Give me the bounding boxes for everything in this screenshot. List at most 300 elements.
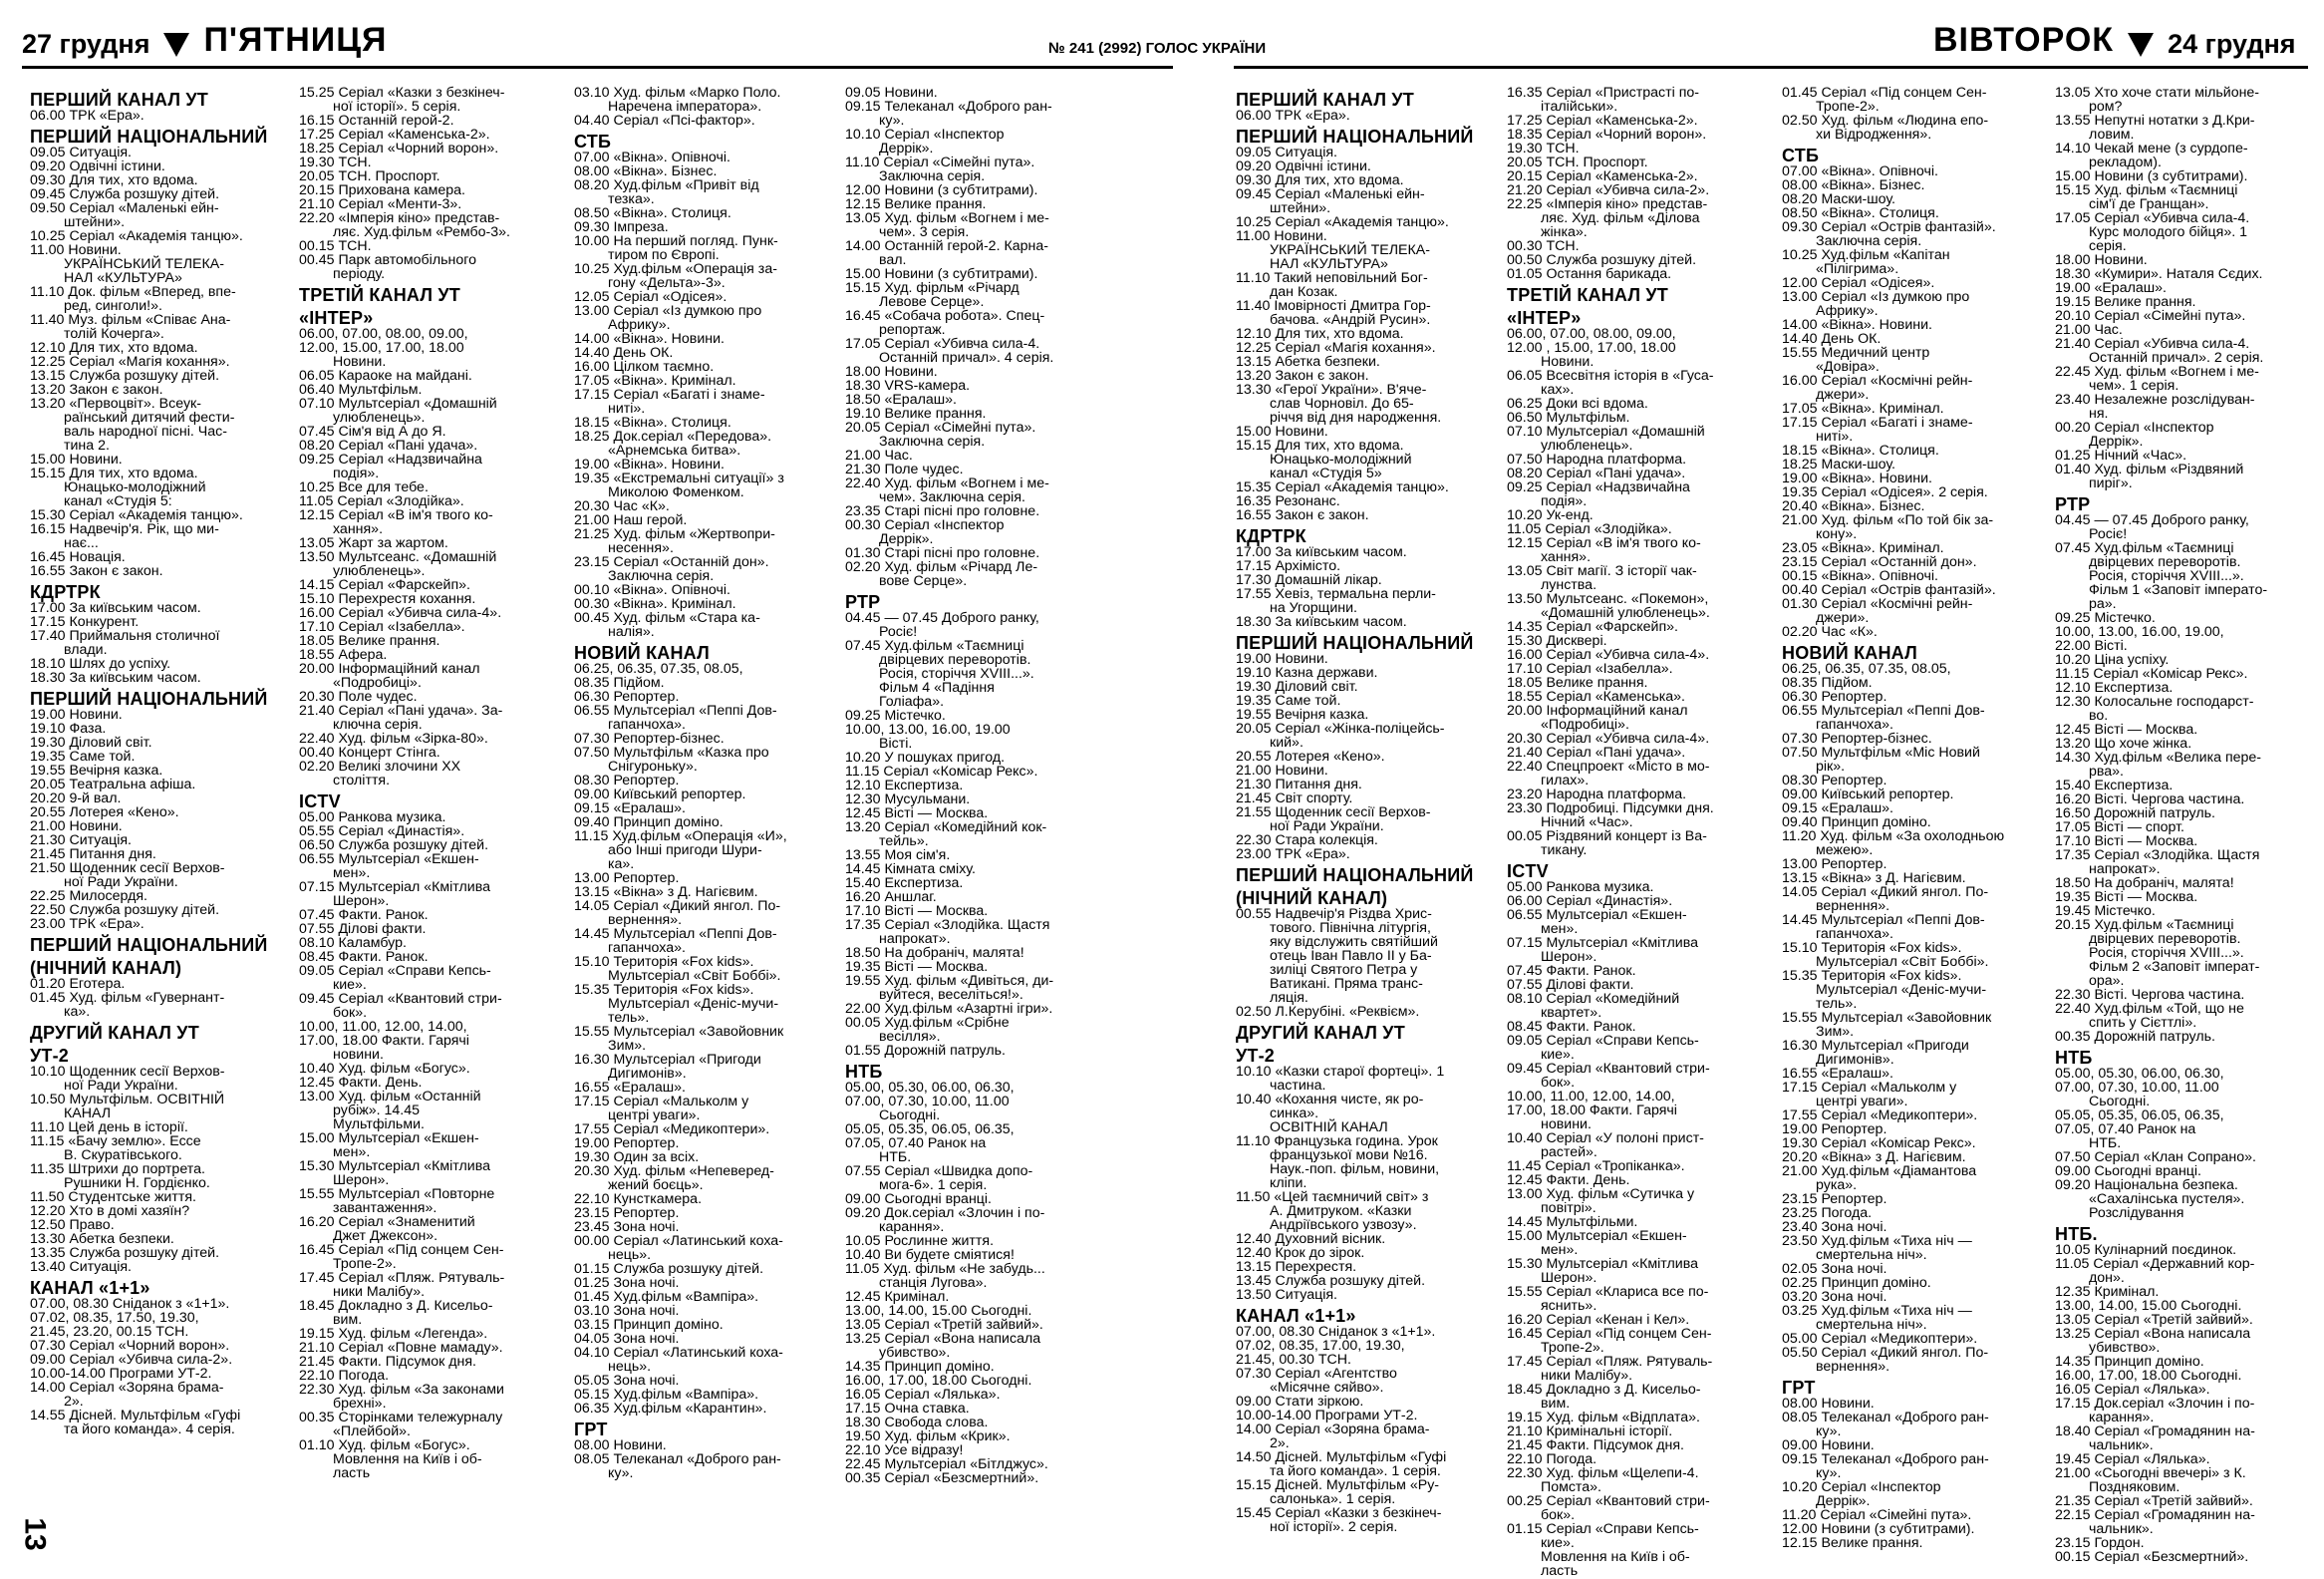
program-line-cont: станція Лугова». bbox=[879, 1275, 988, 1291]
program-line-cont: вове Серце». bbox=[879, 573, 968, 589]
program-line-cont: сім'ї де Гранщан». bbox=[2089, 196, 2209, 212]
program-line-cont: вим. bbox=[1541, 1396, 1571, 1412]
program-line: 18.55 Серіал «Каменська». bbox=[1507, 689, 1685, 705]
program-line: 00.40 Концерт Стінга. bbox=[299, 745, 440, 761]
program-line: 11.10 Серіал «Сімейні пута». bbox=[845, 155, 1035, 170]
page-number: 13 bbox=[18, 1517, 52, 1551]
program-line: 13.05 Жарт за жартом. bbox=[299, 535, 448, 551]
program-line: 02.05 Зона ночі. bbox=[1782, 1261, 1888, 1277]
program-line-cont: Снігуроньку». bbox=[608, 759, 698, 775]
program-line-cont: двірцевих переворотів. bbox=[2089, 554, 2241, 570]
program-line: 22.20 «Імперія кіно» представ- bbox=[299, 210, 500, 226]
program-line: 17.40 Приймальня столичної bbox=[30, 628, 220, 644]
program-line: 18.40 Серіал «Громадянин на- bbox=[2055, 1423, 2255, 1439]
program-line: 09.00 Новини. bbox=[1782, 1437, 1875, 1453]
program-line: 17.35 Серіал «Злодійка. Щастя bbox=[845, 917, 1050, 933]
program-line: 15.55 Мультсеріал «Завойовник bbox=[574, 1024, 784, 1040]
channel-heading: ПЕРШИЙ КАНАЛ УТ bbox=[30, 90, 208, 110]
program-line-cont: подія». bbox=[1541, 493, 1588, 509]
program-line: 00.05 Різдвяний концерт із Ва- bbox=[1507, 828, 1707, 844]
program-line-cont: ка». bbox=[64, 1004, 91, 1020]
program-line: 17.05 «Вікна». Кримінал. bbox=[1782, 401, 1944, 417]
program-line: 09.50 Серіал «Маленькі ейн- bbox=[30, 200, 219, 216]
program-line-cont: убивство». bbox=[2089, 1340, 2161, 1356]
program-line: 05.05 Зона ночі. bbox=[574, 1373, 680, 1389]
program-line: 12.50 Право. bbox=[30, 1217, 115, 1233]
program-line: 18.00 Новини. bbox=[845, 364, 938, 380]
program-line: 12.45 Вісті — Москва. bbox=[845, 805, 989, 821]
program-line: 11.20 Худ. фільм «За охолодньою bbox=[1782, 828, 2005, 844]
program-line: 18.15 «Вікна». Столиця. bbox=[1782, 443, 1939, 459]
program-line: 06.00 Серіал «Династія». bbox=[1507, 893, 1673, 909]
program-line: 16.55 «Ералаш». bbox=[1782, 1066, 1893, 1082]
program-line-cont: УКРАЇНСЬКИЙ ТЕЛЕКА- bbox=[64, 256, 224, 272]
program-line-cont: Тропе-2». bbox=[1541, 1340, 1604, 1356]
program-line: 21.00 Новини. bbox=[30, 818, 123, 834]
program-line: 07.02, 08.35, 17.50, 19.30, bbox=[30, 1310, 199, 1326]
program-line-cont: століття. bbox=[333, 773, 391, 789]
program-line-cont: Наук.-поп. фільм, новини, bbox=[1270, 1161, 1440, 1177]
program-line: 18.30 Свобода слова. bbox=[845, 1415, 989, 1430]
program-line: 07.00, 08.30 Сніданок з «1+1». bbox=[30, 1296, 230, 1312]
program-line-cont: подія». bbox=[333, 466, 380, 481]
program-line: 07.05, 07.40 Ранок на bbox=[845, 1135, 987, 1151]
program-line: 17.00, 18.00 Факти. Гарячі bbox=[299, 1033, 469, 1049]
program-line: 09.05 Серіал «Справи Кепсь- bbox=[299, 963, 491, 979]
program-line: 21.45 Питання дня. bbox=[30, 846, 156, 862]
program-line: 12.40 Духовний вісник. bbox=[1236, 1231, 1386, 1247]
program-line: 16.45 «Собача робота». Спец- bbox=[845, 308, 1045, 324]
program-line: 15.45 Серіал «Казки з безкінеч- bbox=[1236, 1505, 1442, 1521]
program-line: 16.45 Серіал «Під сонцем Сен- bbox=[1507, 1326, 1712, 1342]
program-line-cont: нець». bbox=[608, 1359, 652, 1375]
program-line: 08.00 Новини. bbox=[1782, 1396, 1875, 1412]
program-line: 11.50 «Цей таємничий світ» з bbox=[1236, 1189, 1429, 1205]
program-line: 23.25 Погода. bbox=[1782, 1205, 1873, 1221]
program-line: 00.30 Серіал «Інспектор bbox=[845, 517, 1005, 533]
tv-column bbox=[2055, 85, 2316, 1565]
program-line: 05.00 Ранкова музика. bbox=[1507, 879, 1654, 895]
program-line-cont: вернення». bbox=[1816, 1359, 1890, 1375]
program-line: 15.15 Худ. фірльм «Річард bbox=[845, 280, 1019, 296]
program-line: 08.20 Серіал «Пані удача». bbox=[299, 438, 478, 454]
program-line: 16.05 Серіал «Лялька». bbox=[845, 1387, 1001, 1403]
program-line: 11.40 Імовірності Дмитра Гор- bbox=[1236, 298, 1431, 314]
program-line-cont: Останній причал». 4 серія. bbox=[879, 350, 1054, 366]
program-line: 06.00, 07.00, 08.00, 09.00, bbox=[1507, 326, 1676, 342]
program-line-cont: ловим. bbox=[2089, 127, 2135, 143]
program-line: 08.10 Серіал «Комедійний bbox=[1507, 991, 1680, 1007]
channel-heading: ПЕРШИЙ НАЦІОНАЛЬНИЙ bbox=[30, 127, 268, 147]
program-line: 15.55 Мультсеріал «Завойовник bbox=[1782, 1010, 1992, 1026]
program-line-cont: 2». bbox=[1270, 1435, 1290, 1451]
program-line-cont: Мультсеріал «Світ Боббі». bbox=[608, 968, 781, 984]
program-line-cont: бок». bbox=[333, 1005, 368, 1021]
program-line: 11.10 Цей день в історії. bbox=[30, 1119, 188, 1135]
tv-column bbox=[299, 86, 568, 1561]
program-line: 11.15 Серіал «Комісар Рекс». bbox=[845, 764, 1038, 780]
program-line: 12.30 Мусульмани. bbox=[845, 791, 971, 807]
program-line-cont: річчя від дня народження. bbox=[1270, 410, 1442, 426]
program-line: 16.00 Серіал «Космічні рейн- bbox=[1782, 373, 1973, 389]
program-line: 15.15 Худ. фільм «Таємниці bbox=[2055, 182, 2238, 198]
channel-heading: КДРТРК bbox=[30, 582, 101, 602]
program-line-cont: улюбленець». bbox=[333, 563, 426, 579]
program-line-cont: чальник». bbox=[2089, 1521, 2154, 1537]
channel-heading: ПЕРШИЙ НАЦІОНАЛЬНИЙ bbox=[1236, 127, 1474, 147]
program-line-cont: Юнацько-молодіжний bbox=[1270, 452, 1412, 468]
channel-heading: ICTV bbox=[1507, 861, 1549, 881]
program-line: 13.15 Служба розшуку дітей. bbox=[30, 368, 220, 384]
program-line-cont: тезка». bbox=[608, 191, 655, 207]
program-line: 16.35 Резонанс. bbox=[1236, 493, 1340, 509]
program-line-cont: ласть bbox=[333, 1465, 371, 1481]
program-line-cont: во. bbox=[2089, 708, 2109, 724]
program-line: 13.15 Перехрестя. bbox=[1236, 1259, 1357, 1275]
program-line: 19.35 Саме той. bbox=[1236, 693, 1341, 709]
program-line-cont: гапанчоха». bbox=[1816, 717, 1893, 733]
program-line: 00.30 ТСН. bbox=[1507, 238, 1580, 254]
program-line: 17.05 Серіал «Убивча сила-4. bbox=[2055, 210, 2250, 226]
program-line: 21.20 Серіал «Убивча сила-2». bbox=[1507, 182, 1710, 198]
program-line: 17.45 Серіал «Пляж. Рятуваль- bbox=[1507, 1354, 1713, 1370]
program-line: 17.15 Серіал «Мальколм у bbox=[1782, 1080, 1957, 1096]
program-line: 11.45 Серіал «Тропіканка». bbox=[1507, 1158, 1685, 1174]
program-line: 15.00 Мультсеріал «Екшен- bbox=[299, 1130, 479, 1146]
program-line: 23.15 Гордон. bbox=[2055, 1535, 2145, 1551]
program-line-cont: «Арнемська битва». bbox=[608, 443, 741, 459]
program-line: 10.10 «Казки старої фортеці». 1 bbox=[1236, 1064, 1445, 1080]
program-line: 20.40 «Вікна». Бізнес. bbox=[1782, 498, 1925, 514]
program-line: 16.30 Мультсеріал «Пригоди bbox=[574, 1052, 761, 1068]
program-line: 20.05 Серіал «Жінка-поліцейсь- bbox=[1236, 721, 1445, 737]
program-line: 00.00 Серіал «Латинський коха- bbox=[574, 1233, 783, 1249]
program-line-cont: Зим». bbox=[1816, 1024, 1855, 1040]
program-line: 17.55 Серіал «Медикоптери». bbox=[574, 1121, 770, 1137]
program-line: 14.00 Серіал «Зоряна брама- bbox=[1236, 1421, 1430, 1437]
program-line: 00.50 Служба розшуку дітей. bbox=[1507, 252, 1697, 268]
program-line-cont: Шерон». bbox=[333, 1172, 390, 1188]
program-line: 10.25 Худ.фільм «Капітан bbox=[1782, 247, 1950, 263]
program-line: 09.05 Новини. bbox=[845, 85, 938, 101]
program-line-cont: хання». bbox=[1541, 549, 1592, 565]
program-line: 18.45 Докладно з Д. Кисельо- bbox=[299, 1298, 493, 1314]
program-line: 22.30 Стара колекція. bbox=[1236, 832, 1378, 848]
program-line: 18.25 Маски-шоу. bbox=[1782, 457, 1895, 473]
channel-heading: СТБ bbox=[1782, 146, 1820, 165]
channel-heading: СТБ bbox=[574, 132, 612, 152]
program-line-cont: репортаж. bbox=[879, 322, 946, 338]
program-line: 06.55 Мультсеріал «Екшен- bbox=[299, 851, 479, 867]
program-line: 19.15 Велике прання. bbox=[2055, 294, 2196, 310]
header-rule-left bbox=[22, 66, 1173, 69]
program-line: 17.15 Док.серіал «Злочин і по- bbox=[2055, 1396, 2255, 1412]
program-line: 17.05 Вісті — спорт. bbox=[2055, 819, 2184, 835]
program-line: 04.45 — 07.45 Доброго ранку, bbox=[2055, 512, 2249, 528]
program-line-cont: Дигимонів». bbox=[1816, 1052, 1894, 1068]
program-line-cont: «Пілігрима». bbox=[1816, 261, 1899, 277]
program-line-cont: Шерон». bbox=[1541, 1270, 1598, 1286]
program-line: 09.30 Для тих, хто вдома. bbox=[30, 172, 198, 188]
program-line: 07.45 Факти. Ранок. bbox=[1507, 963, 1636, 979]
program-line: 13.15 «Вікна» з Д. Нагієвим. bbox=[1782, 870, 1966, 886]
program-line: 13.15 «Вікна» з Д. Нагієвим. bbox=[574, 884, 758, 900]
channel-heading: (НІЧНИЙ КАНАЛ) bbox=[30, 958, 182, 978]
channel-heading: «ІНТЕР» bbox=[299, 308, 374, 328]
program-line-cont: тель». bbox=[608, 1010, 650, 1026]
program-line: 03.15 Принцип доміно. bbox=[574, 1317, 724, 1333]
program-line: 09.15 «Ералаш». bbox=[1782, 800, 1893, 816]
program-line: 16.55 Закон є закон. bbox=[1236, 507, 1369, 523]
program-line: 12.10 Для тих, хто вдома. bbox=[1236, 326, 1404, 342]
program-line: 07.55 Ділові факти. bbox=[299, 921, 427, 937]
program-line: 22.10 Усе відразу! bbox=[845, 1442, 964, 1458]
program-line-cont: зиліці Святого Петра у bbox=[1270, 962, 1418, 978]
program-line: 09.00 Київський репортер. bbox=[1782, 787, 1954, 802]
program-line: 12.00 Новини (з субтитрами). bbox=[1782, 1521, 1975, 1537]
program-line-cont: Заключна серія. bbox=[1816, 233, 1922, 249]
program-line: 20.05 Серіал «Сімейні пута». bbox=[845, 420, 1036, 436]
program-line: 01.25 Зона ночі. bbox=[574, 1275, 680, 1291]
program-line: 07.50 Серіал «Клан Сопрано». bbox=[2055, 1149, 2256, 1165]
program-line: 00.55 Надвечір'я Різдва Хрис- bbox=[1236, 906, 1432, 922]
program-line: 20.30 Серіал «Убивча сила-4». bbox=[1507, 731, 1710, 747]
tv-column bbox=[574, 86, 839, 1561]
program-line-cont: ляє. Худ. фільм «Ділова bbox=[1541, 210, 1700, 226]
program-line-cont: Фільм 4 «Падіння bbox=[879, 680, 995, 696]
program-line: 21.00 Худ.фільм «Діамантова bbox=[1782, 1163, 1977, 1179]
program-line: 16.50 Дорожній патруль. bbox=[2055, 805, 2215, 821]
program-line: 23.15 Репортер. bbox=[574, 1205, 680, 1221]
program-line: 21.00 Наш герой. bbox=[574, 512, 688, 528]
program-line-cont: ках». bbox=[1541, 382, 1575, 398]
program-line-cont: Андріївського узвозу». bbox=[1270, 1217, 1417, 1233]
program-line: 23.15 Серіал «Останній дон». bbox=[574, 554, 769, 570]
program-line: 08.05 Телеканал «Доброго ран- bbox=[574, 1451, 781, 1467]
right-date: 24 грудня bbox=[2168, 29, 2296, 59]
program-line: 10.10 Серіал «Інспектор bbox=[845, 127, 1005, 143]
program-line: 00.05 Худ.фільм «Срібне bbox=[845, 1015, 1010, 1031]
program-line: 14.55 Дісней. Мультфільм «Гуфі bbox=[30, 1408, 241, 1423]
program-line: 09.25 Серіал «Надзвичайна bbox=[299, 452, 482, 468]
program-line: 15.15 Для тих, хто вдома. bbox=[1236, 438, 1404, 454]
tv-column bbox=[1507, 85, 1776, 1579]
program-line: 18.10 Шлях до успіху. bbox=[30, 656, 171, 672]
program-line-cont: Росія, сторіччя XVIII...». bbox=[2089, 568, 2244, 584]
program-line-cont: тикану. bbox=[1541, 842, 1588, 858]
program-line: 21.00 Новини. bbox=[1236, 763, 1328, 779]
program-line: 21.40 Серіал «Пані удача». bbox=[1507, 745, 1686, 761]
program-line: 14.05 Серіал «Дикий янгол. По- bbox=[574, 898, 781, 914]
program-line-cont: ниті». bbox=[608, 401, 646, 417]
program-line-cont: салонька». 1 серія. bbox=[1270, 1491, 1396, 1507]
channel-heading: РТР bbox=[2055, 494, 2091, 514]
program-line-cont: ласть bbox=[1541, 1563, 1579, 1579]
program-line: 07.10 Мультсеріал «Домашній bbox=[1507, 424, 1705, 440]
program-line: 21.35 Серіал «Третій зайвий». bbox=[2055, 1493, 2253, 1509]
program-line-cont: повітрі». bbox=[1541, 1200, 1597, 1216]
program-line-cont: «Подробиці». bbox=[1541, 717, 1629, 733]
program-line: 05.50 Серіал «Дикий янгол. По- bbox=[1782, 1345, 1989, 1361]
program-line: 08.50 «Вікна». Столиця. bbox=[574, 205, 731, 221]
program-line: 07.45 Худ.фільм «Таємниці bbox=[845, 638, 1024, 654]
program-line: 08.10 Каламбур. bbox=[299, 935, 407, 951]
program-line-cont: вим. bbox=[333, 1312, 363, 1328]
program-line: 21.45 Факти. Підсумок дня. bbox=[1507, 1437, 1684, 1453]
program-line: 22.10 Погода. bbox=[1507, 1451, 1598, 1467]
program-line: 12.00, 15.00, 17.00, 18.00 bbox=[299, 340, 464, 356]
program-line: 13.30 «Герої України». В'яче- bbox=[1236, 382, 1427, 398]
program-line: 10.20 Ук-енд. bbox=[1507, 507, 1594, 523]
program-line-cont: дан Козак. bbox=[1270, 284, 1338, 300]
program-line-cont: канал «Студія 5: bbox=[64, 493, 172, 509]
program-line-cont: гапанчоха». bbox=[608, 940, 686, 956]
program-line: 21.30 Ситуація. bbox=[30, 832, 133, 848]
program-line-cont: завантаження». bbox=[333, 1200, 437, 1216]
program-line: 12.00 Серіал «Одісея». bbox=[1782, 275, 1935, 291]
program-line-cont: А. Дмитруком. «Казки bbox=[1270, 1203, 1412, 1219]
program-line-cont: Курс молодого бійця». 1 bbox=[2089, 224, 2248, 240]
program-line: 00.35 Серіал «Безсмертний». bbox=[845, 1470, 1039, 1486]
program-line-cont: ники Малібу». bbox=[1541, 1368, 1633, 1384]
left-header bbox=[22, 0, 387, 64]
program-line-cont: джери». bbox=[1816, 610, 1870, 626]
channel-heading: ДРУГИЙ КАНАЛ УТ bbox=[1236, 1023, 1405, 1043]
program-line-cont: 2». bbox=[64, 1394, 84, 1410]
program-line-cont: напрокат». bbox=[879, 931, 951, 947]
program-line: 07.30 Серіал «Агентство bbox=[1236, 1366, 1397, 1382]
program-line: 19.35 Саме той. bbox=[30, 749, 136, 765]
program-line-cont: рубіж». 14.45 bbox=[333, 1103, 421, 1118]
program-line: 10.05 Кулінарний поєдинок. bbox=[2055, 1242, 2237, 1258]
program-line: 07.02, 08.35, 17.00, 19.30, bbox=[1236, 1338, 1405, 1354]
program-line: 12.00 Новини (з субтитрами). bbox=[845, 182, 1038, 198]
program-line: 10.00 На перший погляд. Пунк- bbox=[574, 233, 778, 249]
program-line: 13.40 Ситуація. bbox=[30, 1259, 133, 1275]
program-line: 14.05 Серіал «Дикий янгол. По- bbox=[1782, 884, 1989, 900]
program-line: 16.00 Цілком таємно. bbox=[574, 359, 715, 375]
program-line: 10.05 Рослинне життя. bbox=[845, 1233, 995, 1249]
program-line: 13.15 Абетка безпеки. bbox=[1236, 354, 1380, 370]
program-line: 12.45 Кримінал. bbox=[845, 1289, 950, 1305]
program-line: 19.30 ТСН. bbox=[299, 155, 372, 170]
program-line: 19.00 Новини. bbox=[1236, 651, 1328, 667]
program-line: 10.00-14.00 Програми УТ-2. bbox=[1236, 1408, 1418, 1423]
program-line: 14.00 «Вікна». Новини. bbox=[574, 331, 725, 347]
program-line: 07.45 Факти. Ранок. bbox=[299, 907, 429, 923]
program-line: 12.25 Серіал «Магія кохання». bbox=[1236, 340, 1436, 356]
program-line: 20.30 Поле чудес. bbox=[299, 689, 418, 705]
program-line-cont: кону». bbox=[1816, 526, 1858, 542]
program-line: 17.00 За київським часом. bbox=[30, 600, 201, 616]
program-line: 07.15 Мультсеріал «Кмітлива bbox=[299, 879, 490, 895]
program-line: 01.20 Еготера. bbox=[30, 976, 126, 992]
program-line: 16.30 Мультсеріал «Пригоди bbox=[1782, 1038, 1969, 1054]
program-line-cont: гапанчоха». bbox=[1816, 926, 1893, 942]
program-line: 17.35 Серіал «Злодійка. Щастя bbox=[2055, 847, 2260, 863]
program-line: 16.15 Надвечір'я. Рік, що ми- bbox=[30, 521, 219, 537]
right-header bbox=[1933, 0, 2296, 64]
program-line-cont: чем». 1 серія. bbox=[2089, 378, 2179, 394]
program-line: 19.30 Один за всіх. bbox=[574, 1149, 700, 1165]
tv-column bbox=[1236, 86, 1505, 1561]
channel-heading: (НІЧНИЙ КАНАЛ) bbox=[1236, 888, 1388, 908]
program-line: 15.30 Мультсеріал «Кмітлива bbox=[1507, 1256, 1698, 1272]
program-line: 13.50 Мультсеанс. «Покемон», bbox=[1507, 591, 1709, 607]
program-line: 06.00, 07.00, 08.00, 09.00, bbox=[299, 326, 468, 342]
program-line: 21.00 Худ. фільм «По той бік за- bbox=[1782, 512, 1994, 528]
program-line: 01.10 Худ. фільм «Богус». bbox=[299, 1437, 470, 1453]
program-line: 02.20 Час «К». bbox=[1782, 624, 1878, 640]
program-line: 19.35 Вісті — Москва. bbox=[845, 959, 989, 975]
program-line-cont: Дигимонів». bbox=[608, 1066, 687, 1082]
program-line-cont: НТБ. bbox=[879, 1149, 912, 1165]
program-line: 16.35 Серіал «Пристрасті по- bbox=[1507, 85, 1699, 101]
program-line: 19.10 Казна держави. bbox=[1236, 665, 1378, 681]
program-line-cont: жінка». bbox=[1541, 224, 1588, 240]
program-line: 17.10 Вісті — Москва. bbox=[845, 903, 989, 919]
program-line-cont: улюбленець». bbox=[333, 410, 426, 426]
program-line: 03.10 Зона ночі. bbox=[574, 1303, 680, 1319]
program-line-cont: ку». bbox=[608, 1465, 634, 1481]
program-line: 20.15 Худ.фільм «Таємниці bbox=[2055, 917, 2234, 933]
program-line: 10.10 Щоденник сесії Верхов- bbox=[30, 1064, 225, 1080]
program-line: 23.05 «Вікна». Кримінал. bbox=[1782, 540, 1944, 556]
program-line-cont: Наречена імператора». bbox=[608, 99, 762, 115]
program-line: 10.25 Все для тебе. bbox=[299, 479, 429, 495]
program-line: 04.40 Серіал «Псі-фактор». bbox=[574, 113, 755, 129]
program-line-cont: синка». bbox=[1270, 1105, 1319, 1121]
program-line-cont: Левове Серце». bbox=[879, 294, 985, 310]
program-line: 22.30 Вісті. Чергова частина. bbox=[2055, 987, 2245, 1003]
program-line: 14.35 Серіал «Фарскейп». bbox=[1507, 619, 1678, 635]
program-line-cont: Деррік». bbox=[879, 531, 934, 547]
program-line: 09.20 Національна безпека. bbox=[2055, 1177, 2238, 1193]
program-line-cont: Мультфільми. bbox=[333, 1116, 425, 1132]
program-line: 10.50 Мультфільм. ОСВІТНІЙ bbox=[30, 1092, 225, 1107]
program-line-cont: мога-6». 1 серія. bbox=[879, 1177, 988, 1193]
program-line: 22.40 Спецпроект «Місто в мо- bbox=[1507, 759, 1710, 775]
program-line: 12.30 Колосальне господарст- bbox=[2055, 694, 2254, 710]
program-line: 03.10 Худ. фільм «Марко Поло. bbox=[574, 85, 781, 101]
program-line: 22.00 Худ.фільм «Азартні ігри». bbox=[845, 1001, 1053, 1017]
program-line: 14.45 Мультфільми. bbox=[1507, 1214, 1638, 1230]
program-line-cont: новини. bbox=[1541, 1116, 1592, 1132]
program-line: 06.55 Мультсеріал «Екшен- bbox=[1507, 907, 1687, 923]
program-line: 15.30 Дисквері. bbox=[1507, 633, 1607, 649]
program-line-cont: Шерон». bbox=[333, 893, 390, 909]
program-line-cont: мен». bbox=[1541, 921, 1579, 937]
program-line: 13.50 Ситуація. bbox=[1236, 1287, 1338, 1303]
program-line-cont: рік». bbox=[1816, 759, 1846, 775]
program-line: 19.15 Худ. фільм «Відплата». bbox=[1507, 1410, 1700, 1425]
program-line-cont: Мовлення на Київ і об- bbox=[1541, 1549, 1690, 1565]
program-line: 11.50 Студентське життя. bbox=[30, 1189, 196, 1205]
program-line-cont: Африку». bbox=[1816, 303, 1879, 319]
program-line: 17.15 Серіал «Багаті і знаме- bbox=[1782, 415, 1973, 431]
program-line: 08.20 Маски-шоу. bbox=[1782, 191, 1895, 207]
program-line-cont: квартет». bbox=[1541, 1005, 1602, 1021]
program-line: 18.55 Афера. bbox=[299, 647, 388, 663]
program-line: 18.05 Велике прання. bbox=[1507, 675, 1648, 691]
program-line-cont: Миколою Фоменком. bbox=[608, 484, 744, 500]
program-line-cont: вал. bbox=[879, 252, 907, 268]
program-line-cont: Деррік». bbox=[1816, 1493, 1871, 1509]
program-line-cont: ної історії». 2 серія. bbox=[1270, 1519, 1398, 1535]
program-line: 10.25 Серіал «Академія танцю». bbox=[30, 228, 243, 244]
program-line-cont: гону «Дельта»-3». bbox=[608, 275, 726, 291]
program-line: 18.30 За київським часом. bbox=[30, 670, 201, 686]
